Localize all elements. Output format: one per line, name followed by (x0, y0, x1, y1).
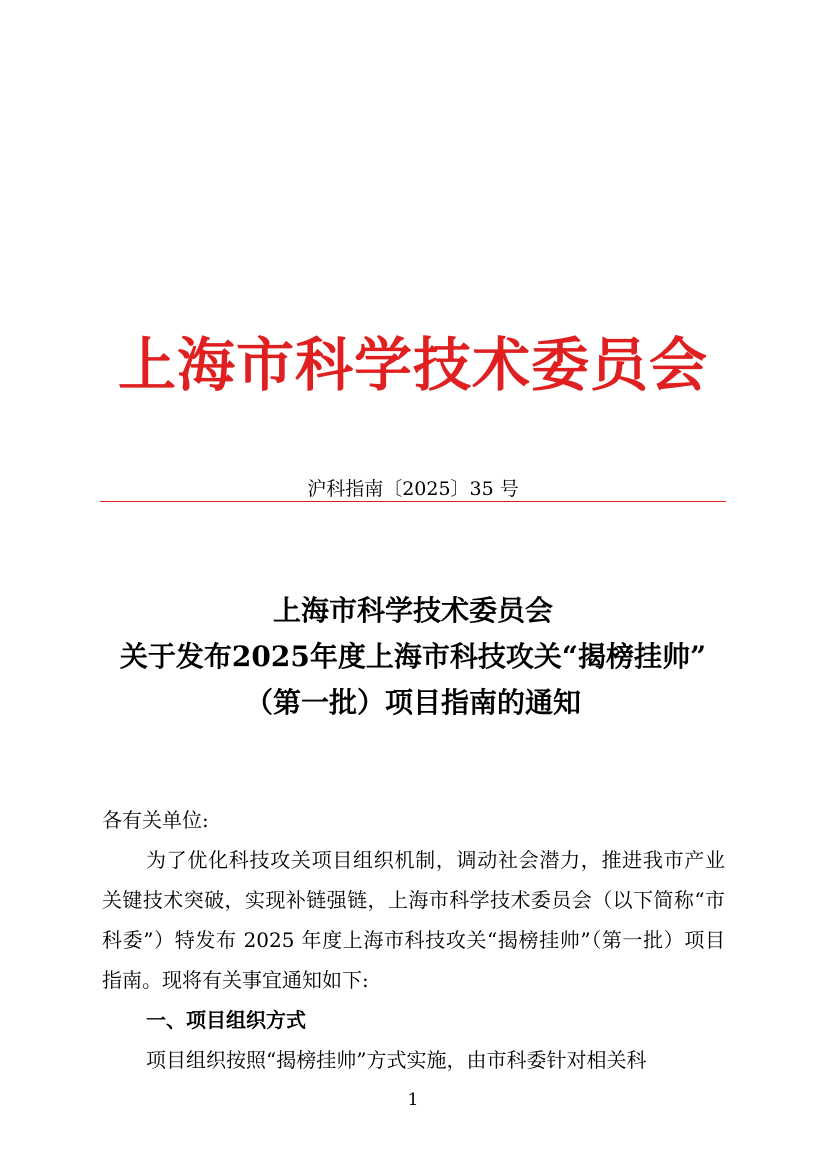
document-number: 沪科指南〔2025〕35 号 (307, 478, 519, 500)
red-divider (100, 501, 726, 502)
notice-title (60, 588, 766, 726)
title-line-2: 关于发布2025年度上海市科技攻关“揭榜挂帅” (119, 640, 707, 673)
title-line-1: 上海市科学技术委员会 (272, 594, 553, 627)
page-number: 1 (407, 1090, 419, 1110)
notice-body (102, 800, 725, 1080)
salutation: 各有关单位: (102, 808, 209, 832)
masthead: 上海市科学技术委员会 (117, 331, 708, 399)
title-line-3: （第一批）项目指南的通知 (244, 686, 581, 719)
paragraph-intro: 为了优化科技攻关项目组织机制，调动社会潜力，推进我市产业关键技术突破，实现补链强链，上海市科学技术委员会（以下简称“市科委”）特发布 2025 年度上海市科技攻关“揭榜挂帅”（第一批）项目指南。现将有关事宜通知如下: (102, 848, 725, 992)
paragraph-organization: 项目组织按照“揭榜挂帅”方式实施，由市科委针对相关科 (146, 1048, 647, 1072)
section-heading: 一、项目组织方式 (146, 1008, 306, 1032)
